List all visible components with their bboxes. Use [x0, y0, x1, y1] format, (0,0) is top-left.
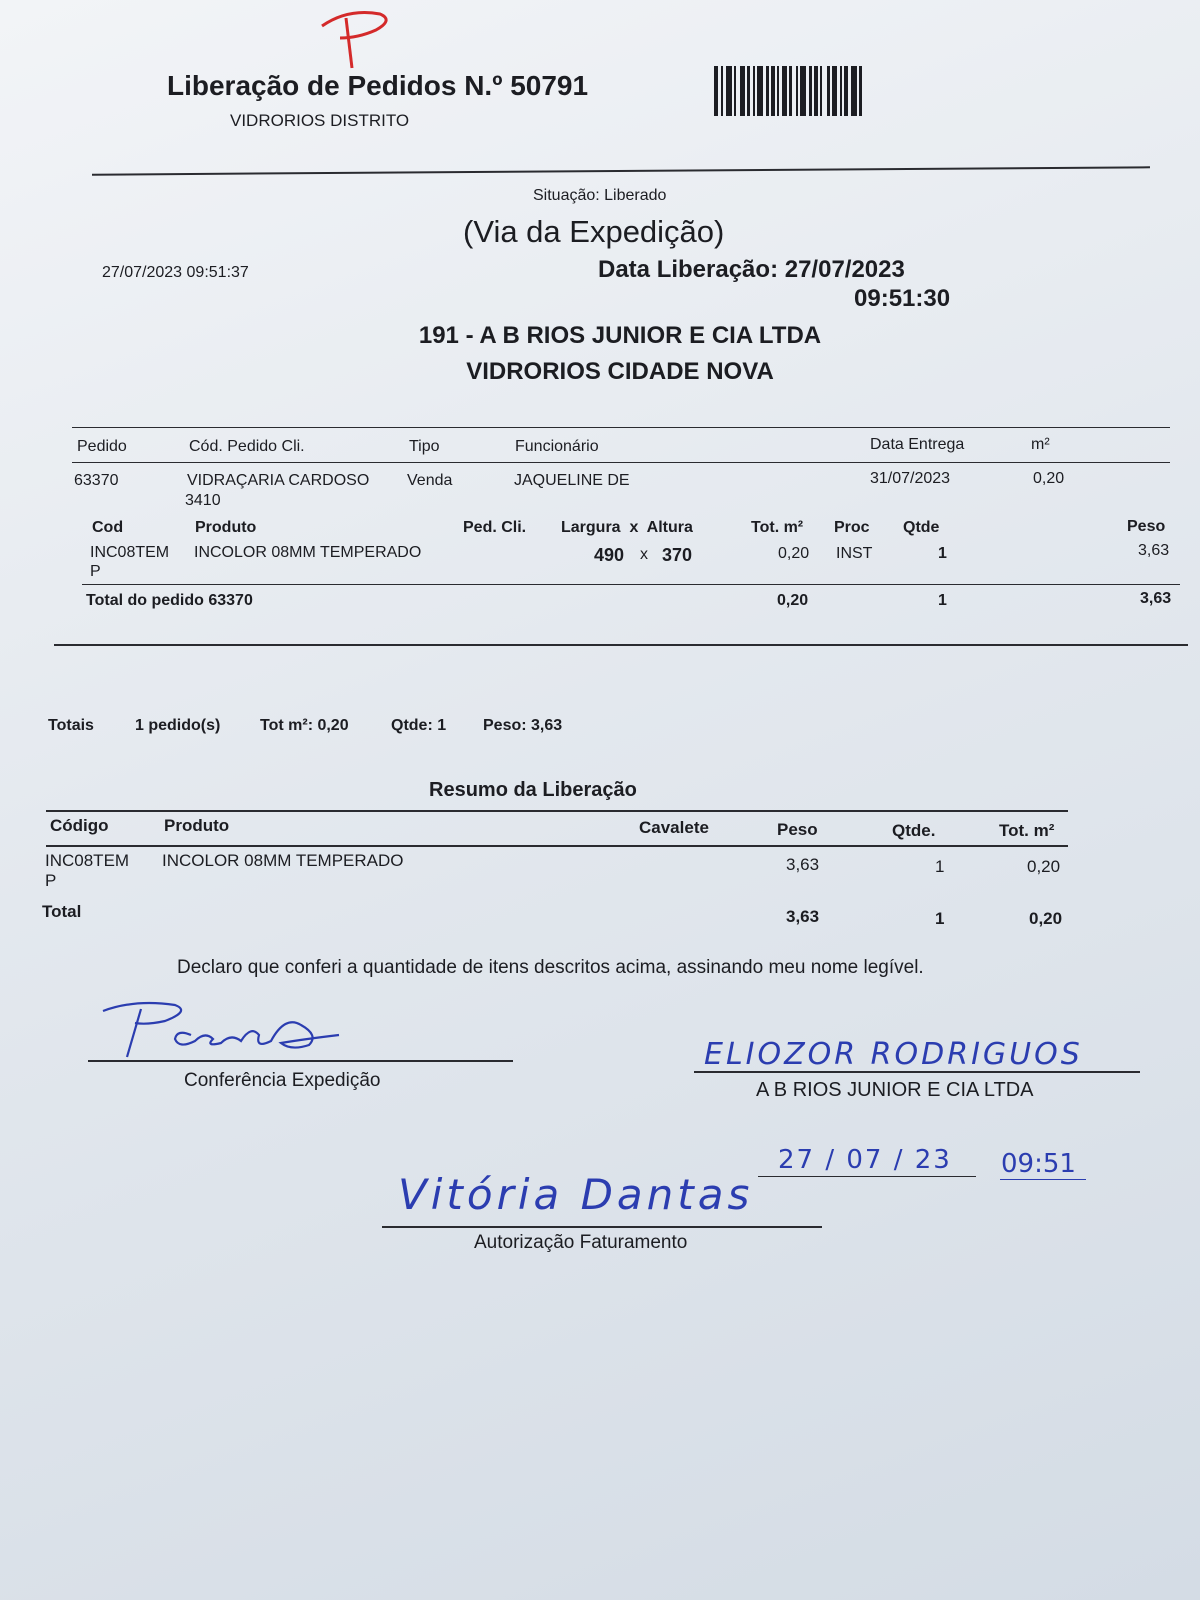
col-m2: m² — [1031, 436, 1050, 453]
handwritten-time: 09:51 — [1001, 1149, 1076, 1179]
resumo-row-qtde: 1 — [935, 857, 945, 876]
order-client-line1: VIDRAÇARIA CARDOSO — [187, 472, 370, 489]
item-col-produto: Produto — [195, 519, 257, 536]
company-signature-line — [694, 1071, 1140, 1073]
col-funcionario: Funcionário — [515, 438, 599, 455]
item-product: INCOLOR 08MM TEMPERADO — [194, 544, 422, 561]
order-total-label: Total do pedido 63370 — [86, 592, 253, 609]
item-col-peso: Peso — [1127, 518, 1166, 535]
order-number: 63370 — [74, 472, 119, 489]
totals-label: Totais — [48, 717, 94, 734]
store-line: VIDRORIOS CIDADE NOVA — [466, 358, 774, 385]
resumo-col-produto: Produto — [164, 816, 230, 835]
order-delivery-date: 31/07/2023 — [870, 470, 951, 487]
header-divider — [92, 166, 1150, 175]
release-date: Data Liberação: 27/07/2023 — [598, 256, 905, 283]
document-subtitle: VIDRORIOS DISTRITO — [230, 111, 410, 130]
totals-m2: Tot m²: 0,20 — [260, 717, 349, 734]
release-time: 09:51:30 — [854, 285, 951, 312]
item-col-qtde: Qtde — [903, 519, 940, 536]
order-table-top-rule — [72, 427, 1170, 428]
col-data-entrega: Data Entrega — [870, 436, 965, 453]
handwritten-time-underline — [1000, 1179, 1086, 1180]
resumo-total-qtde: 1 — [935, 909, 945, 928]
resumo-total-peso: 3,63 — [786, 907, 820, 926]
item-dimension-x: x — [640, 546, 648, 563]
company-line: 191 - A B RIOS JUNIOR E CIA LTDA — [418, 322, 822, 349]
resumo-header-rule — [46, 845, 1068, 847]
resumo-row-tot-m2: 0,20 — [1027, 857, 1061, 876]
item-height: 370 — [662, 545, 693, 565]
resumo-title: Resumo da Liberação — [429, 779, 637, 801]
item-tot-m2: 0,20 — [778, 545, 810, 562]
order-type: Venda — [407, 472, 453, 489]
resumo-row-codigo-line1: INC08TEM — [45, 851, 130, 870]
company-label: A B RIOS JUNIOR E CIA LTDA — [756, 1079, 1034, 1101]
autorizacao-signature-line — [382, 1226, 822, 1228]
resumo-total-label: Total — [42, 902, 82, 921]
resumo-total-tot-m2: 0,20 — [1029, 909, 1063, 928]
item-proc: INST — [836, 545, 873, 562]
order-total-peso: 3,63 — [1140, 590, 1172, 607]
handwritten-date: 27 / 07 / 23 — [778, 1145, 952, 1175]
resumo-row-produto: INCOLOR 08MM TEMPERADO — [162, 851, 404, 870]
status-text: Situação: Liberado — [533, 187, 667, 204]
print-datetime: 27/07/2023 09:51:37 — [102, 264, 249, 281]
item-width: 490 — [594, 545, 625, 565]
col-tipo: Tipo — [409, 438, 440, 455]
autorizacao-label: Autorização Faturamento — [474, 1232, 688, 1253]
resumo-col-peso: Peso — [777, 820, 818, 839]
item-col-largura-altura: Largura x Altura — [561, 519, 693, 536]
barcode — [714, 66, 898, 116]
col-cod-pedido-cli: Cód. Pedido Cli. — [189, 438, 305, 455]
totals-orders: 1 pedido(s) — [135, 717, 221, 734]
item-cod-line1: INC08TEM — [90, 544, 170, 561]
order-client-line2: 3410 — [185, 492, 221, 509]
order-total-rule — [82, 584, 1180, 585]
order-header-rule — [72, 462, 1170, 463]
conferencia-signature-line — [88, 1060, 513, 1062]
item-peso: 3,63 — [1138, 542, 1170, 559]
resumo-col-cavalete: Cavalete — [639, 818, 709, 837]
order-m2: 0,20 — [1033, 470, 1065, 487]
order-total-qtde: 1 — [938, 592, 947, 609]
resumo-row-codigo-line2: P — [45, 871, 57, 890]
item-col-ped-cli: Ped. Cli. — [463, 519, 527, 536]
item-col-cod: Cod — [92, 519, 124, 536]
item-cod-line2: P — [90, 563, 101, 580]
document-title: Liberação de Pedidos N.º 50791 — [167, 70, 589, 101]
resumo-col-codigo: Código — [50, 816, 109, 835]
order-section-bottom-rule — [54, 644, 1188, 646]
item-qtde: 1 — [938, 545, 947, 562]
autorizacao-signature: Vitória Dantas — [398, 1170, 754, 1219]
red-p-mark — [318, 8, 398, 70]
resumo-top-rule — [46, 810, 1068, 812]
order-employee: JAQUELINE DE — [514, 472, 630, 489]
resumo-col-qtde: Qtde. — [892, 821, 936, 840]
conferencia-signature — [95, 995, 365, 1065]
item-col-tot-m2: Tot. m² — [751, 519, 804, 536]
totals-peso: Peso: 3,63 — [483, 717, 563, 734]
item-col-proc: Proc — [834, 519, 870, 536]
resumo-row-peso: 3,63 — [786, 855, 820, 874]
totals-qtde: Qtde: 1 — [391, 717, 447, 734]
col-pedido: Pedido — [77, 438, 127, 455]
company-handwritten-name: ELIOZOR RODRIGUOS — [704, 1037, 1083, 1072]
order-total-m2: 0,20 — [777, 592, 809, 609]
via-label: (Via da Expedição) — [463, 214, 725, 249]
declaration-text: Declaro que conferi a quantidade de itens descritos acima, assinando meu nome legível. — [177, 957, 924, 978]
conferencia-label: Conferência Expedição — [184, 1070, 381, 1091]
resumo-col-tot-m2: Tot. m² — [999, 821, 1055, 840]
handwritten-date-underline — [758, 1176, 976, 1177]
